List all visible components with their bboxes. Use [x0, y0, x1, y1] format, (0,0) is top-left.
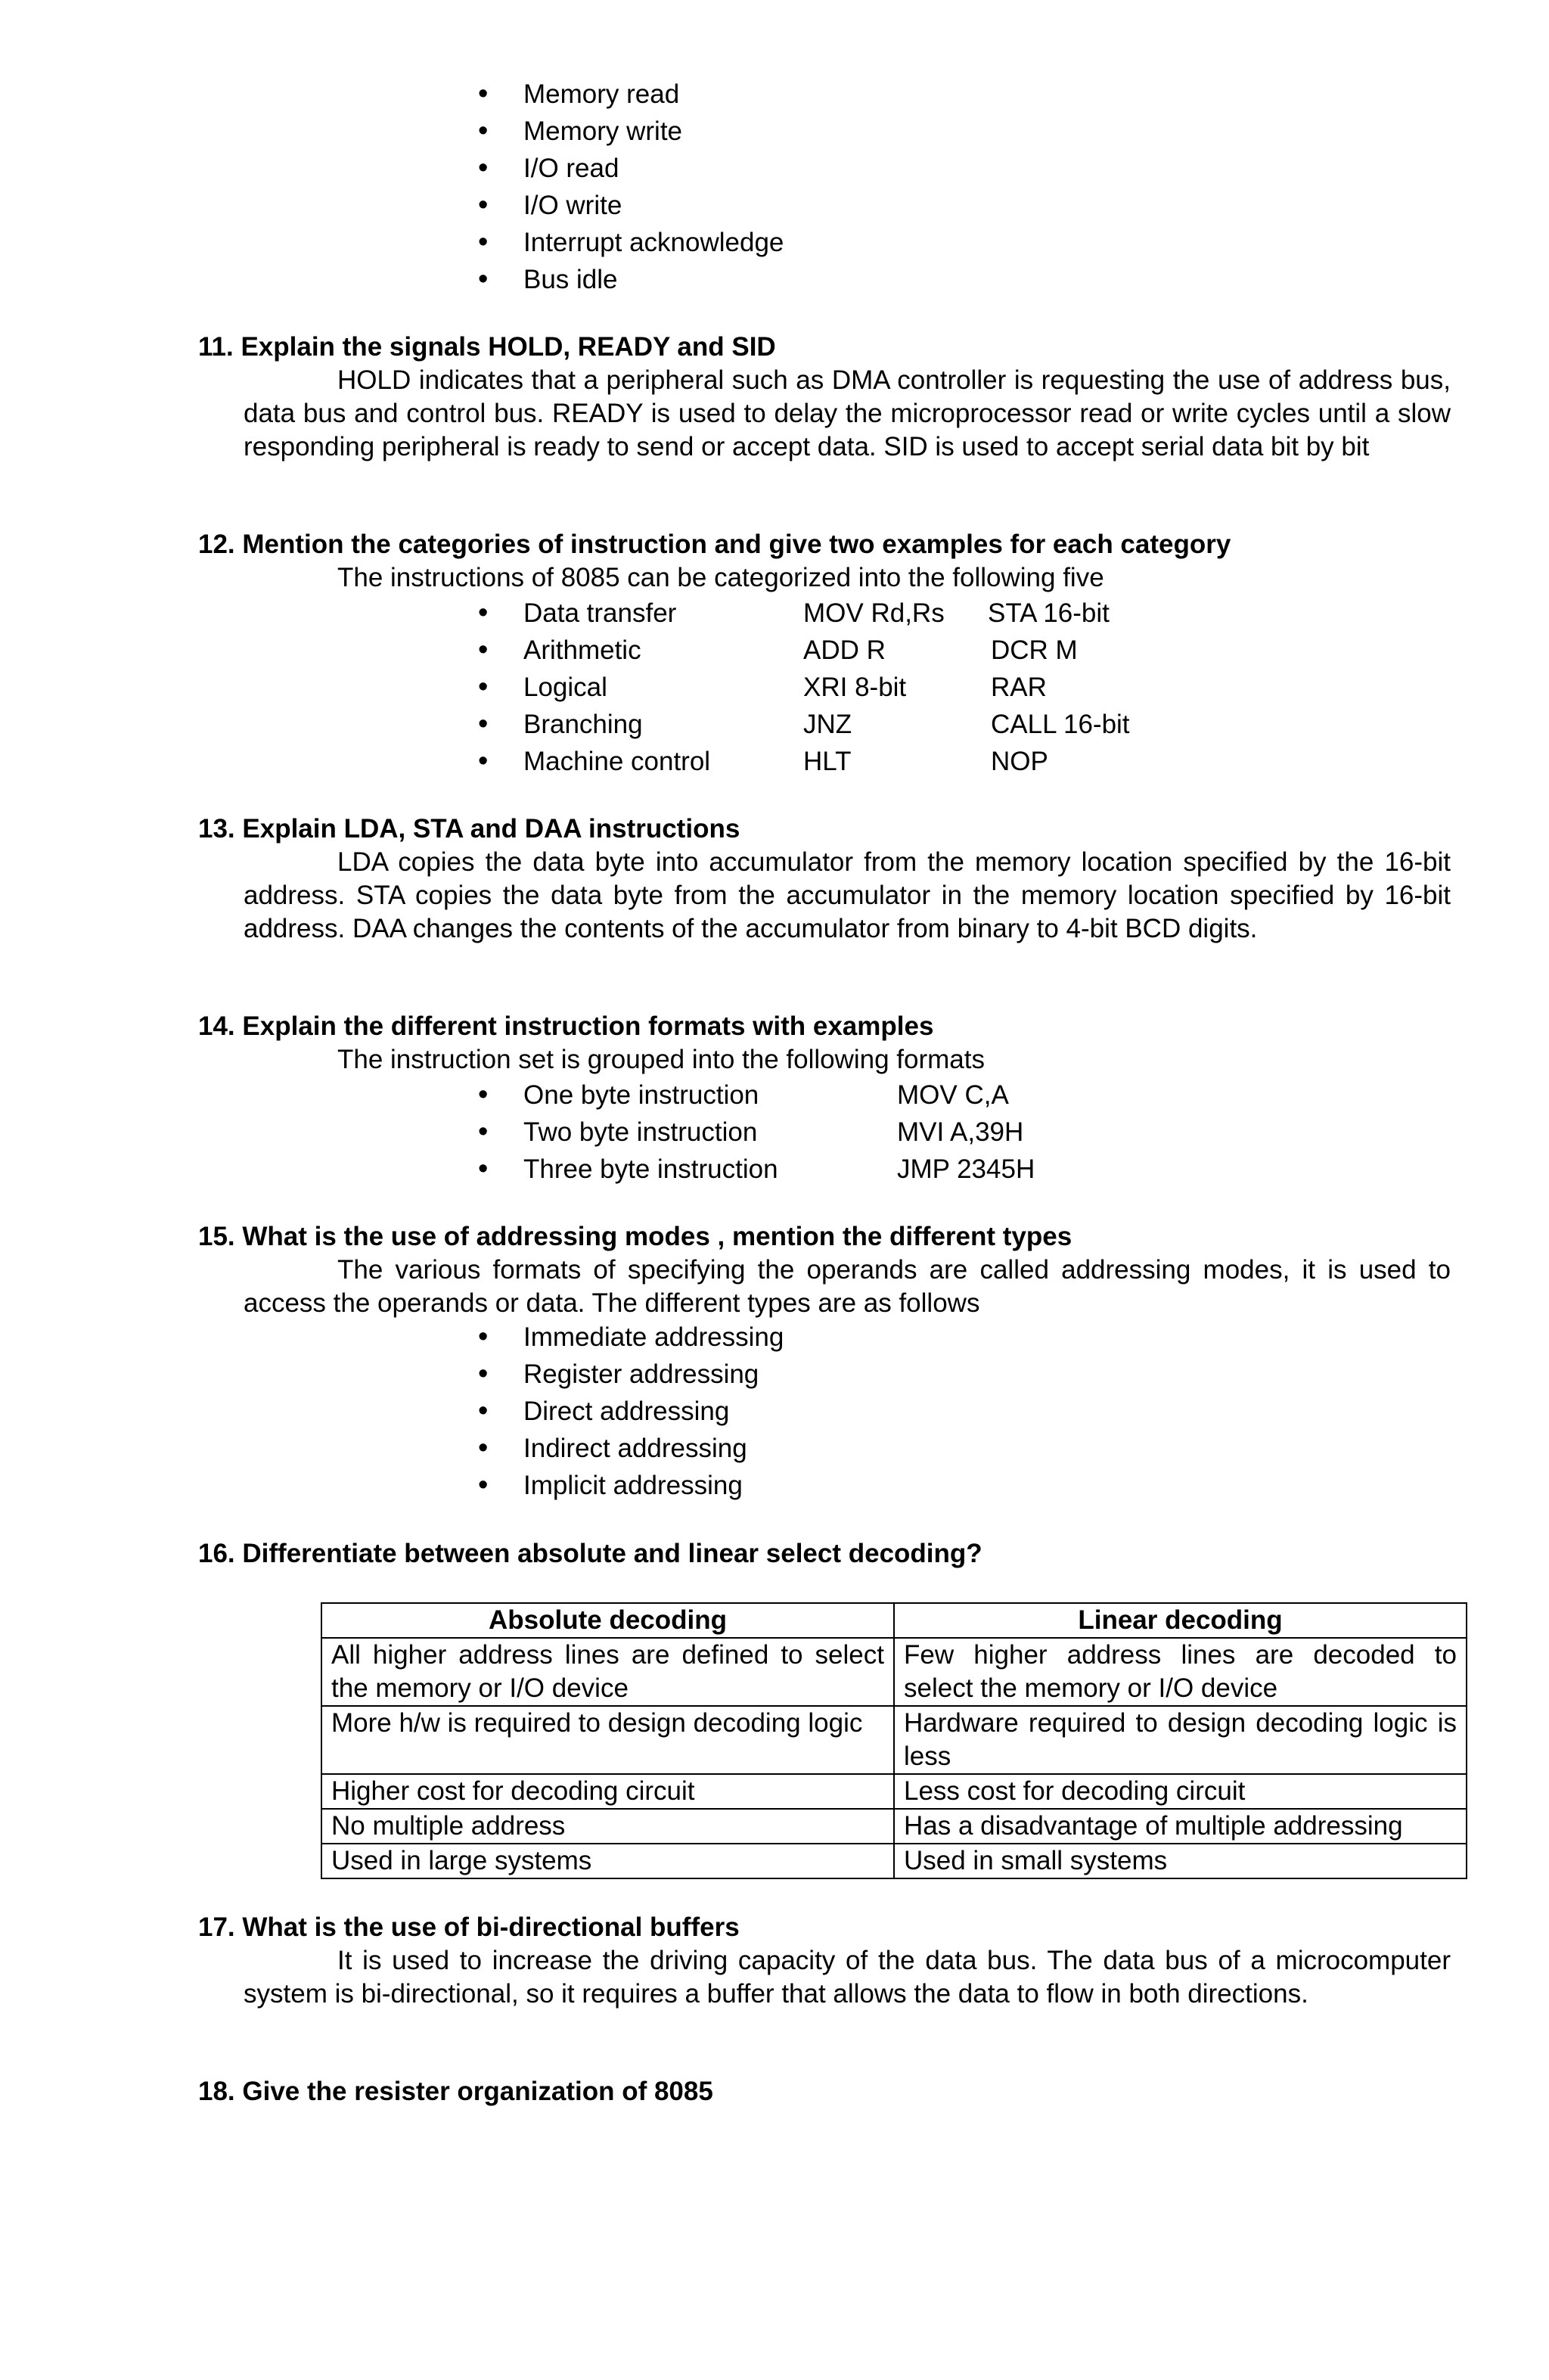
- format-example: JMP 2345H: [897, 1154, 1035, 1184]
- category-example-2: DCR M: [991, 635, 1078, 665]
- question-15-title: 15. What is the use of addressing modes , mention the different types: [198, 1222, 1073, 1251]
- category-example-2: STA 16-bit: [988, 598, 1110, 628]
- table-cell: All higher address lines are defined to select the memory or I/O device: [321, 1638, 894, 1706]
- question-13-title: 13. Explain LDA, STA and DAA instructions: [198, 814, 740, 844]
- header-absolute-decoding: Absolute decoding: [321, 1603, 894, 1638]
- instruction-format-list: [478, 1077, 1035, 1188]
- machine-cycle-list: [478, 76, 784, 298]
- header-linear-decoding: Linear decoding: [894, 1603, 1467, 1638]
- list-item: • Immediate addressing: [478, 1319, 784, 1356]
- category-example-2: RAR: [991, 673, 1047, 702]
- list-item: • Bus idle: [478, 261, 784, 298]
- format-name: Three byte instruction: [523, 1154, 778, 1184]
- list-item: [478, 632, 1078, 669]
- category-example-2: CALL 16-bit: [991, 710, 1130, 739]
- category-example-1: HLT: [803, 747, 852, 776]
- category-example-1: MOV Rd,Rs: [803, 598, 945, 628]
- table-row: [321, 1774, 1467, 1809]
- table-cell: Few higher address lines are decoded to select the memory or I/O device: [894, 1638, 1467, 1706]
- table-cell: Used in large systems: [321, 1844, 894, 1878]
- format-name: One byte instruction: [523, 1080, 759, 1110]
- list-item: • Memory read: [478, 76, 784, 113]
- question-12-title: 12. Mention the categories of instruction and give two examples for each category: [198, 530, 1231, 559]
- list-item: • Implicit addressing: [478, 1467, 784, 1504]
- question-13-answer: LDA copies the data byte into accumulator from the memory location specified by the 16-bit address. STA copies the data byte from the accumulator in the memory location specified by 16-bit address. DAA changes the contents of the accumulator from binary to 4-bit BCD digits.: [244, 847, 1451, 943]
- list-item: [478, 1151, 1035, 1188]
- list-item: • Indirect addressing: [478, 1430, 784, 1467]
- list-item: [478, 706, 1130, 743]
- table-row: [321, 1809, 1467, 1844]
- table-cell: More h/w is required to design decoding logic: [321, 1706, 894, 1774]
- table-cell: No multiple address: [321, 1809, 894, 1844]
- category-name: Data transfer: [523, 598, 677, 628]
- category-example-1: XRI 8-bit: [803, 673, 907, 702]
- table-cell: Less cost for decoding circuit: [894, 1774, 1467, 1809]
- question-12-intro: The instructions of 8085 can be categorized into the following five: [337, 563, 1104, 592]
- list-item: [478, 1114, 1024, 1151]
- list-item: [478, 595, 1110, 632]
- question-17-answer: It is used to increase the driving capacity of the data bus. The data bus of a microcomputer system is bi-directional, so it requires a buffer that allows the data to flow in both directions.: [244, 1946, 1451, 2009]
- list-item: [478, 669, 1047, 706]
- question-18-title: 18. Give the resister organization of 8085: [198, 2077, 713, 2106]
- list-item: • I/O write: [478, 187, 784, 224]
- list-item: • Memory write: [478, 113, 784, 150]
- list-item: • Register addressing: [478, 1356, 784, 1393]
- category-example-1: ADD R: [803, 635, 886, 665]
- addressing-mode-list: [478, 1319, 784, 1504]
- question-14-intro: The instruction set is grouped into the following formats: [337, 1045, 985, 1074]
- format-name: Two byte instruction: [523, 1117, 758, 1147]
- list-item: [478, 743, 1048, 780]
- list-item: [478, 1077, 1009, 1114]
- question-11-title: 11. Explain the signals HOLD, READY and SID: [198, 332, 776, 362]
- table-row: [321, 1638, 1467, 1706]
- question-17-title: 17. What is the use of bi-directional buffers: [198, 1912, 740, 1942]
- table-row: [321, 1706, 1467, 1774]
- table-header-row: [321, 1603, 1467, 1638]
- question-16-title: 16. Differentiate between absolute and linear select decoding?: [198, 1539, 982, 1568]
- format-example: MOV C,A: [897, 1080, 1009, 1110]
- table-cell: Higher cost for decoding circuit: [321, 1774, 894, 1809]
- table-cell: Hardware required to design decoding logic is less: [894, 1706, 1467, 1774]
- category-example-2: NOP: [991, 747, 1048, 776]
- category-name: Machine control: [523, 747, 711, 776]
- list-item: • Direct addressing: [478, 1393, 784, 1430]
- question-15-answer: The various formats of specifying the operands are called addressing modes, it is used to access the operands or data. The different types are as follows: [244, 1255, 1451, 1318]
- list-item: • I/O read: [478, 150, 784, 187]
- table-cell: Used in small systems: [894, 1844, 1467, 1878]
- question-14-title: 14. Explain the different instruction formats with examples: [198, 1011, 934, 1041]
- format-example: MVI A,39H: [897, 1117, 1024, 1147]
- table-row: [321, 1844, 1467, 1878]
- category-name: Branching: [523, 710, 643, 739]
- decoding-comparison-table: [321, 1602, 1467, 1879]
- category-example-1: JNZ: [803, 710, 852, 739]
- list-item: • Interrupt acknowledge: [478, 224, 784, 261]
- table-cell: Has a disadvantage of multiple addressing: [894, 1809, 1467, 1844]
- question-11-answer: HOLD indicates that a peripheral such as DMA controller is requesting the use of address bus, data bus and control bus. READY is used to delay the microprocessor read or write cycles until a slow responding peripheral is ready to send or accept data. SID is used to accept serial data bit by bit: [244, 365, 1451, 461]
- category-name: Arithmetic: [523, 635, 641, 665]
- instruction-category-list: [478, 595, 1130, 780]
- category-name: Logical: [523, 673, 607, 702]
